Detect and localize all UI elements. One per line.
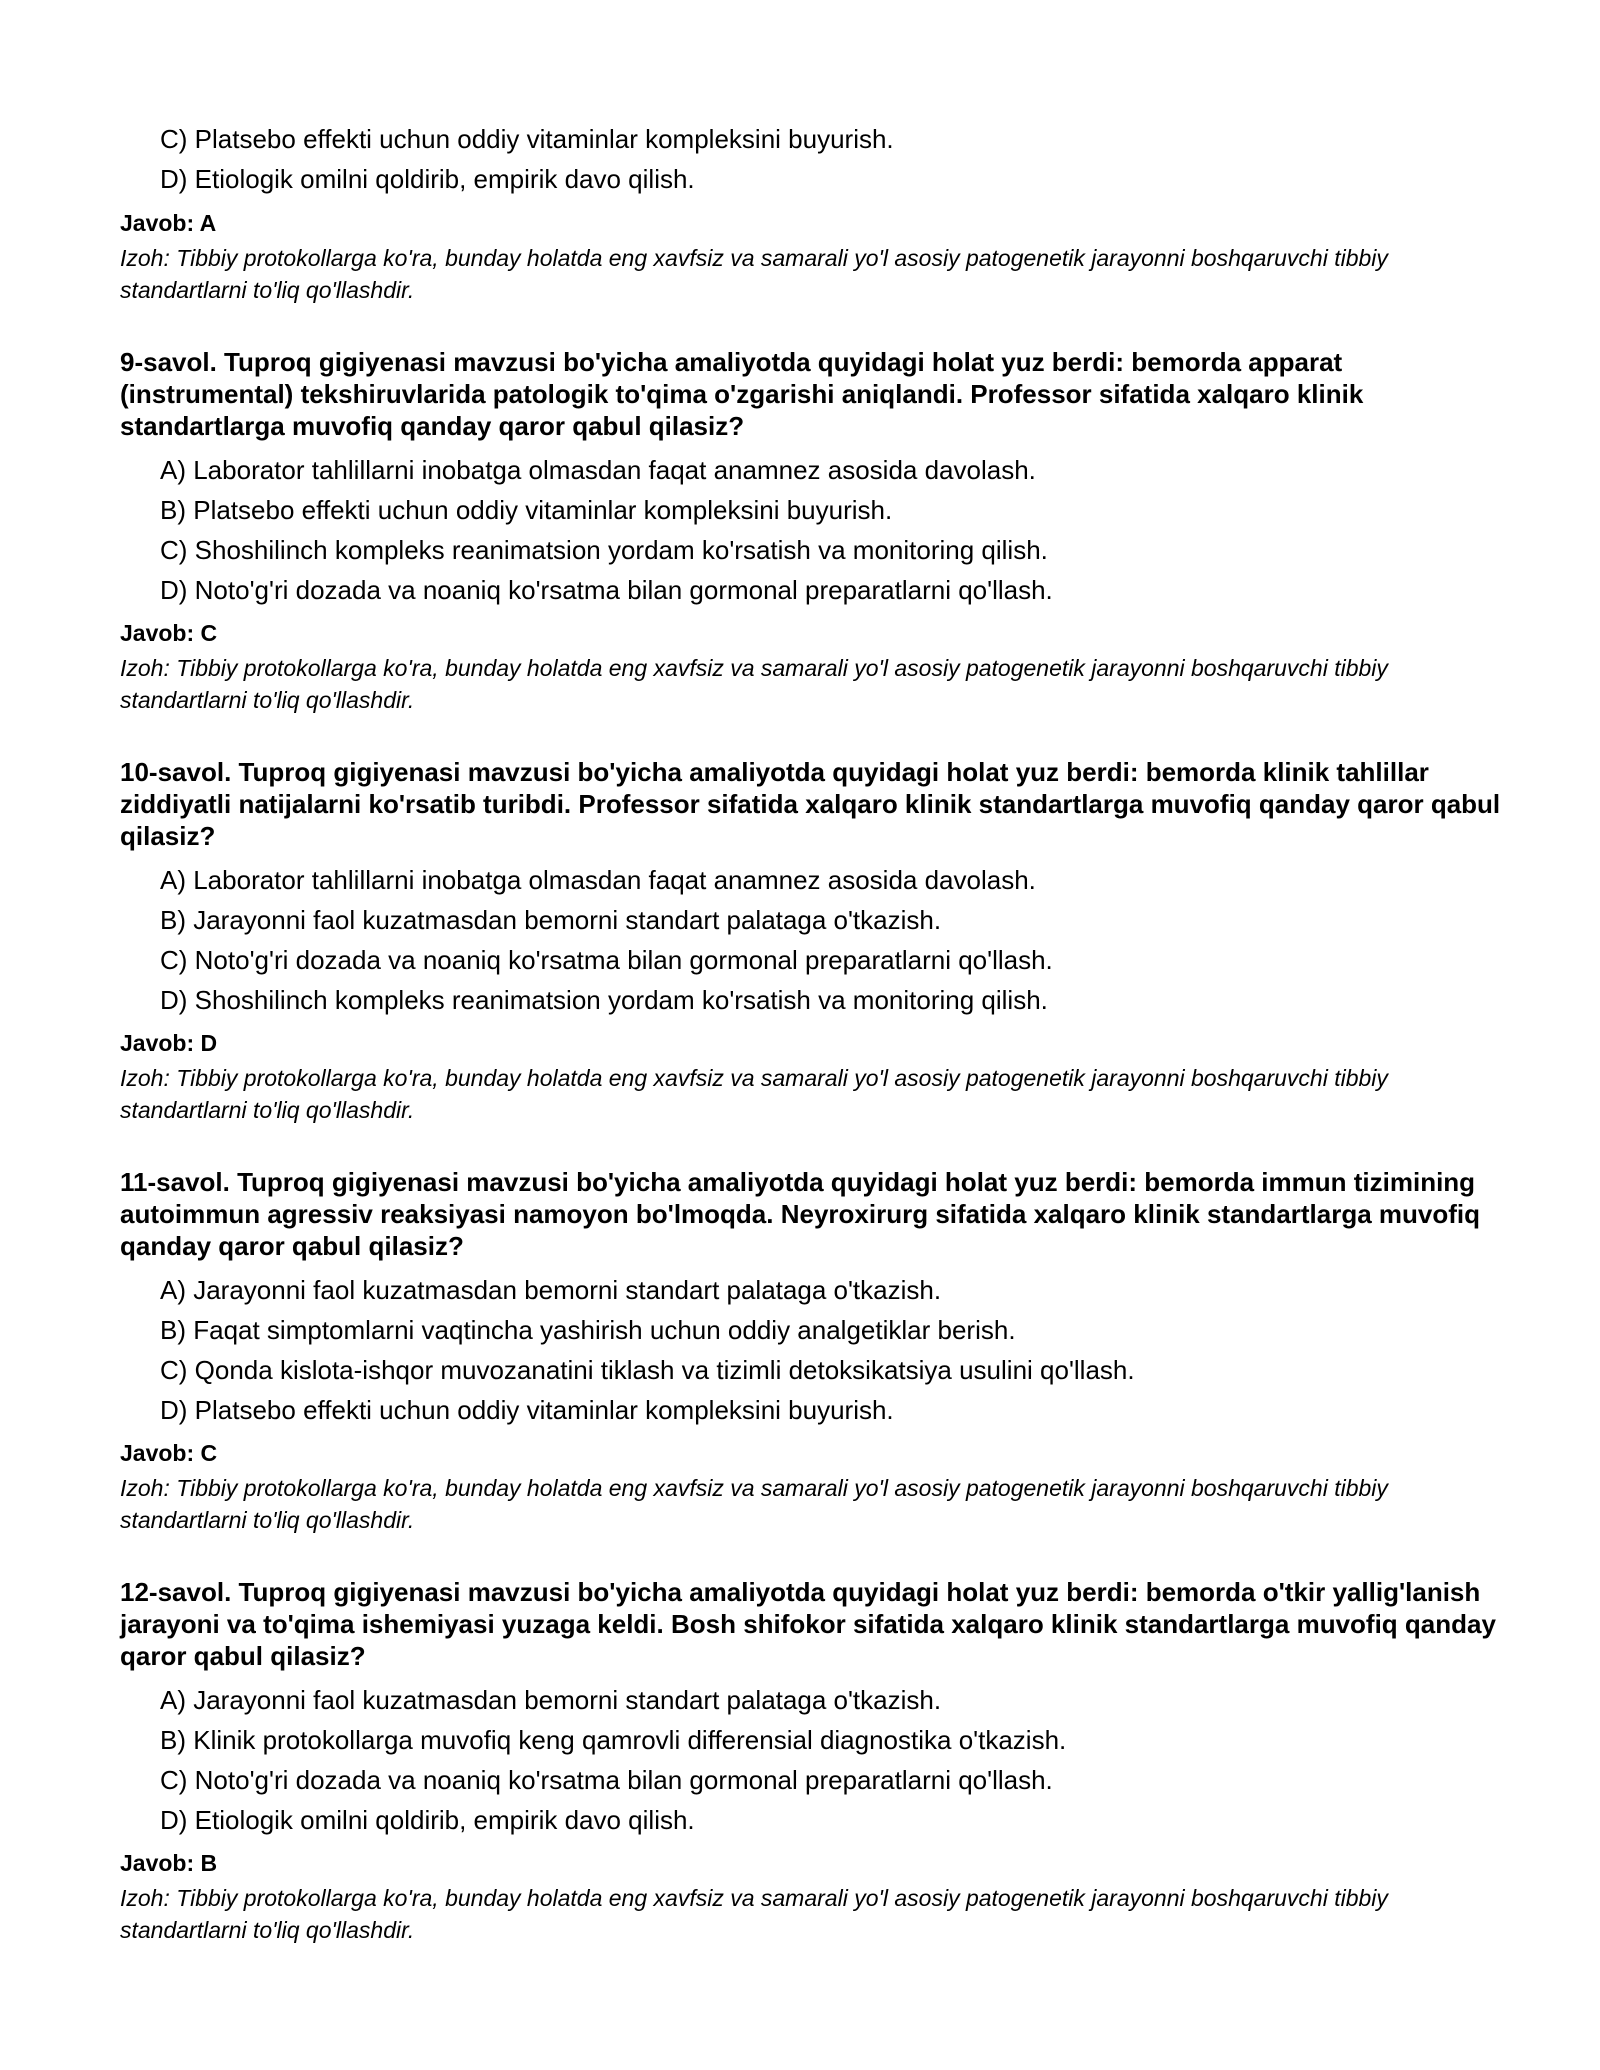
option-d: D) Etiologik omilni qoldirib, empirik davo qilish. xyxy=(160,1805,695,1835)
option-c: C) Shoshilinch kompleks reanimatsion yordam ko'rsatish va monitoring qilish. xyxy=(160,535,1048,565)
explanation-note: Izoh: Tibbiy protokollarga ko'ra, bunday holatda eng xavfsiz va samarali yo'l asosiy patogenetik jarayonni boshqaruvchi tibbiy standartlarni to'liq qo'llashdir. xyxy=(120,1475,1388,1533)
question-text: 9-savol. Tuproq gigiyenasi mavzusi bo'yicha amaliyotda quyidagi holat yuz berdi: bemorda apparat (instrumental) tekshiruvlarida patologik to'qima o'zgarishi aniqlandi. Professor sifatida xalqaro klinik standartlarga muvofiq qanday qaror qabul qilasiz? xyxy=(120,347,1364,441)
explanation-note: Izoh: Tibbiy protokollarga ko'ra, bunday holatda eng xavfsiz va samarali yo'l asosiy patogenetik jarayonni boshqaruvchi tibbiy standartlarni to'liq qo'llashdir. xyxy=(120,1885,1388,1943)
answer-label: Javob: D xyxy=(120,1030,218,1056)
answer-label: Javob: C xyxy=(120,620,218,646)
option-c: C) Qonda kislota-ishqor muvozanatini tiklash va tizimli detoksikatsiya usulini qo'llash. xyxy=(160,1355,1135,1385)
explanation-note: Izoh: Tibbiy protokollarga ko'ra, bunday holatda eng xavfsiz va samarali yo'l asosiy patogenetik jarayonni boshqaruvchi tibbiy standartlarni to'liq qo'llashdir. xyxy=(120,1065,1388,1123)
answer-label: Javob: A xyxy=(120,210,217,236)
option-b: B) Platsebo effekti uchun oddiy vitaminlar kompleksini buyurish. xyxy=(160,495,893,525)
option-a: A) Jarayonni faol kuzatmasdan bemorni standart palataga o'tkazish. xyxy=(160,1685,942,1715)
option-a: A) Laborator tahlillarni inobatga olmasdan faqat anamnez asosida davolash. xyxy=(160,455,1036,485)
explanation-note: Izoh: Tibbiy protokollarga ko'ra, bunday holatda eng xavfsiz va samarali yo'l asosiy patogenetik jarayonni boshqaruvchi tibbiy standartlarni to'liq qo'llashdir. xyxy=(120,245,1388,303)
option-a: A) Jarayonni faol kuzatmasdan bemorni standart palataga o'tkazish. xyxy=(160,1275,942,1305)
question-text: 11-savol. Tuproq gigiyenasi mavzusi bo'yicha amaliyotda quyidagi holat yuz berdi: bemorda immun tizimining autoimmun agressiv reaksiyasi namoyon bo'lmoqda. Neyroxirurg sifatida xalqaro klinik standartlarga muvofiq qanday qaror qabul qilasiz? xyxy=(120,1167,1481,1261)
option-d: D) Shoshilinch kompleks reanimatsion yordam ko'rsatish va monitoring qilish. xyxy=(160,985,1048,1015)
option-c: C) Noto'g'ri dozada va noaniq ko'rsatma bilan gormonal preparatlarni qo'llash. xyxy=(160,945,1053,975)
option-b: B) Jarayonni faol kuzatmasdan bemorni standart palataga o'tkazish. xyxy=(160,905,942,935)
explanation-note: Izoh: Tibbiy protokollarga ko'ra, bunday holatda eng xavfsiz va samarali yo'l asosiy patogenetik jarayonni boshqaruvchi tibbiy standartlarni to'liq qo'llashdir. xyxy=(120,655,1388,713)
question-text: 10-savol. Tuproq gigiyenasi mavzusi bo'yicha amaliyotda quyidagi holat yuz berdi: bemorda klinik tahlillar ziddiyatli natijalarni ko'rsatib turibdi. Professor sifatida xalqaro klinik standartlarga muvofiq qanday qaror qabul qilasiz? xyxy=(120,757,1501,851)
option-b: B) Faqat simptomlarni vaqtincha yashirish uchun oddiy analgetiklar berish. xyxy=(160,1315,1016,1345)
question-text: 12-savol. Tuproq gigiyenasi mavzusi bo'yicha amaliyotda quyidagi holat yuz berdi: bemorda o'tkir yallig'lanish jarayoni va to'qima ishemiyasi yuzaga keldi. Bosh shifokor sifatida xalqaro klinik standartlarga muvofiq qanday qaror qabul qilasiz? xyxy=(120,1577,1496,1671)
option-d: D) Etiologik omilni qoldirib, empirik davo qilish. xyxy=(160,164,695,194)
option-a: A) Laborator tahlillarni inobatga olmasdan faqat anamnez asosida davolash. xyxy=(160,865,1036,895)
option-d: D) Platsebo effekti uchun oddiy vitaminlar kompleksini buyurish. xyxy=(160,1395,894,1425)
option-c: C) Platsebo effekti uchun oddiy vitaminlar kompleksini buyurish. xyxy=(160,124,894,154)
option-d: D) Noto'g'ri dozada va noaniq ko'rsatma bilan gormonal preparatlarni qo'llash. xyxy=(160,575,1053,605)
answer-label: Javob: C xyxy=(120,1440,218,1466)
answer-label: Javob: B xyxy=(120,1850,218,1876)
option-b: B) Klinik protokollarga muvofiq keng qamrovli differensial diagnostika o'tkazish. xyxy=(160,1725,1067,1755)
option-c: C) Noto'g'ri dozada va noaniq ko'rsatma bilan gormonal preparatlarni qo'llash. xyxy=(160,1765,1053,1795)
